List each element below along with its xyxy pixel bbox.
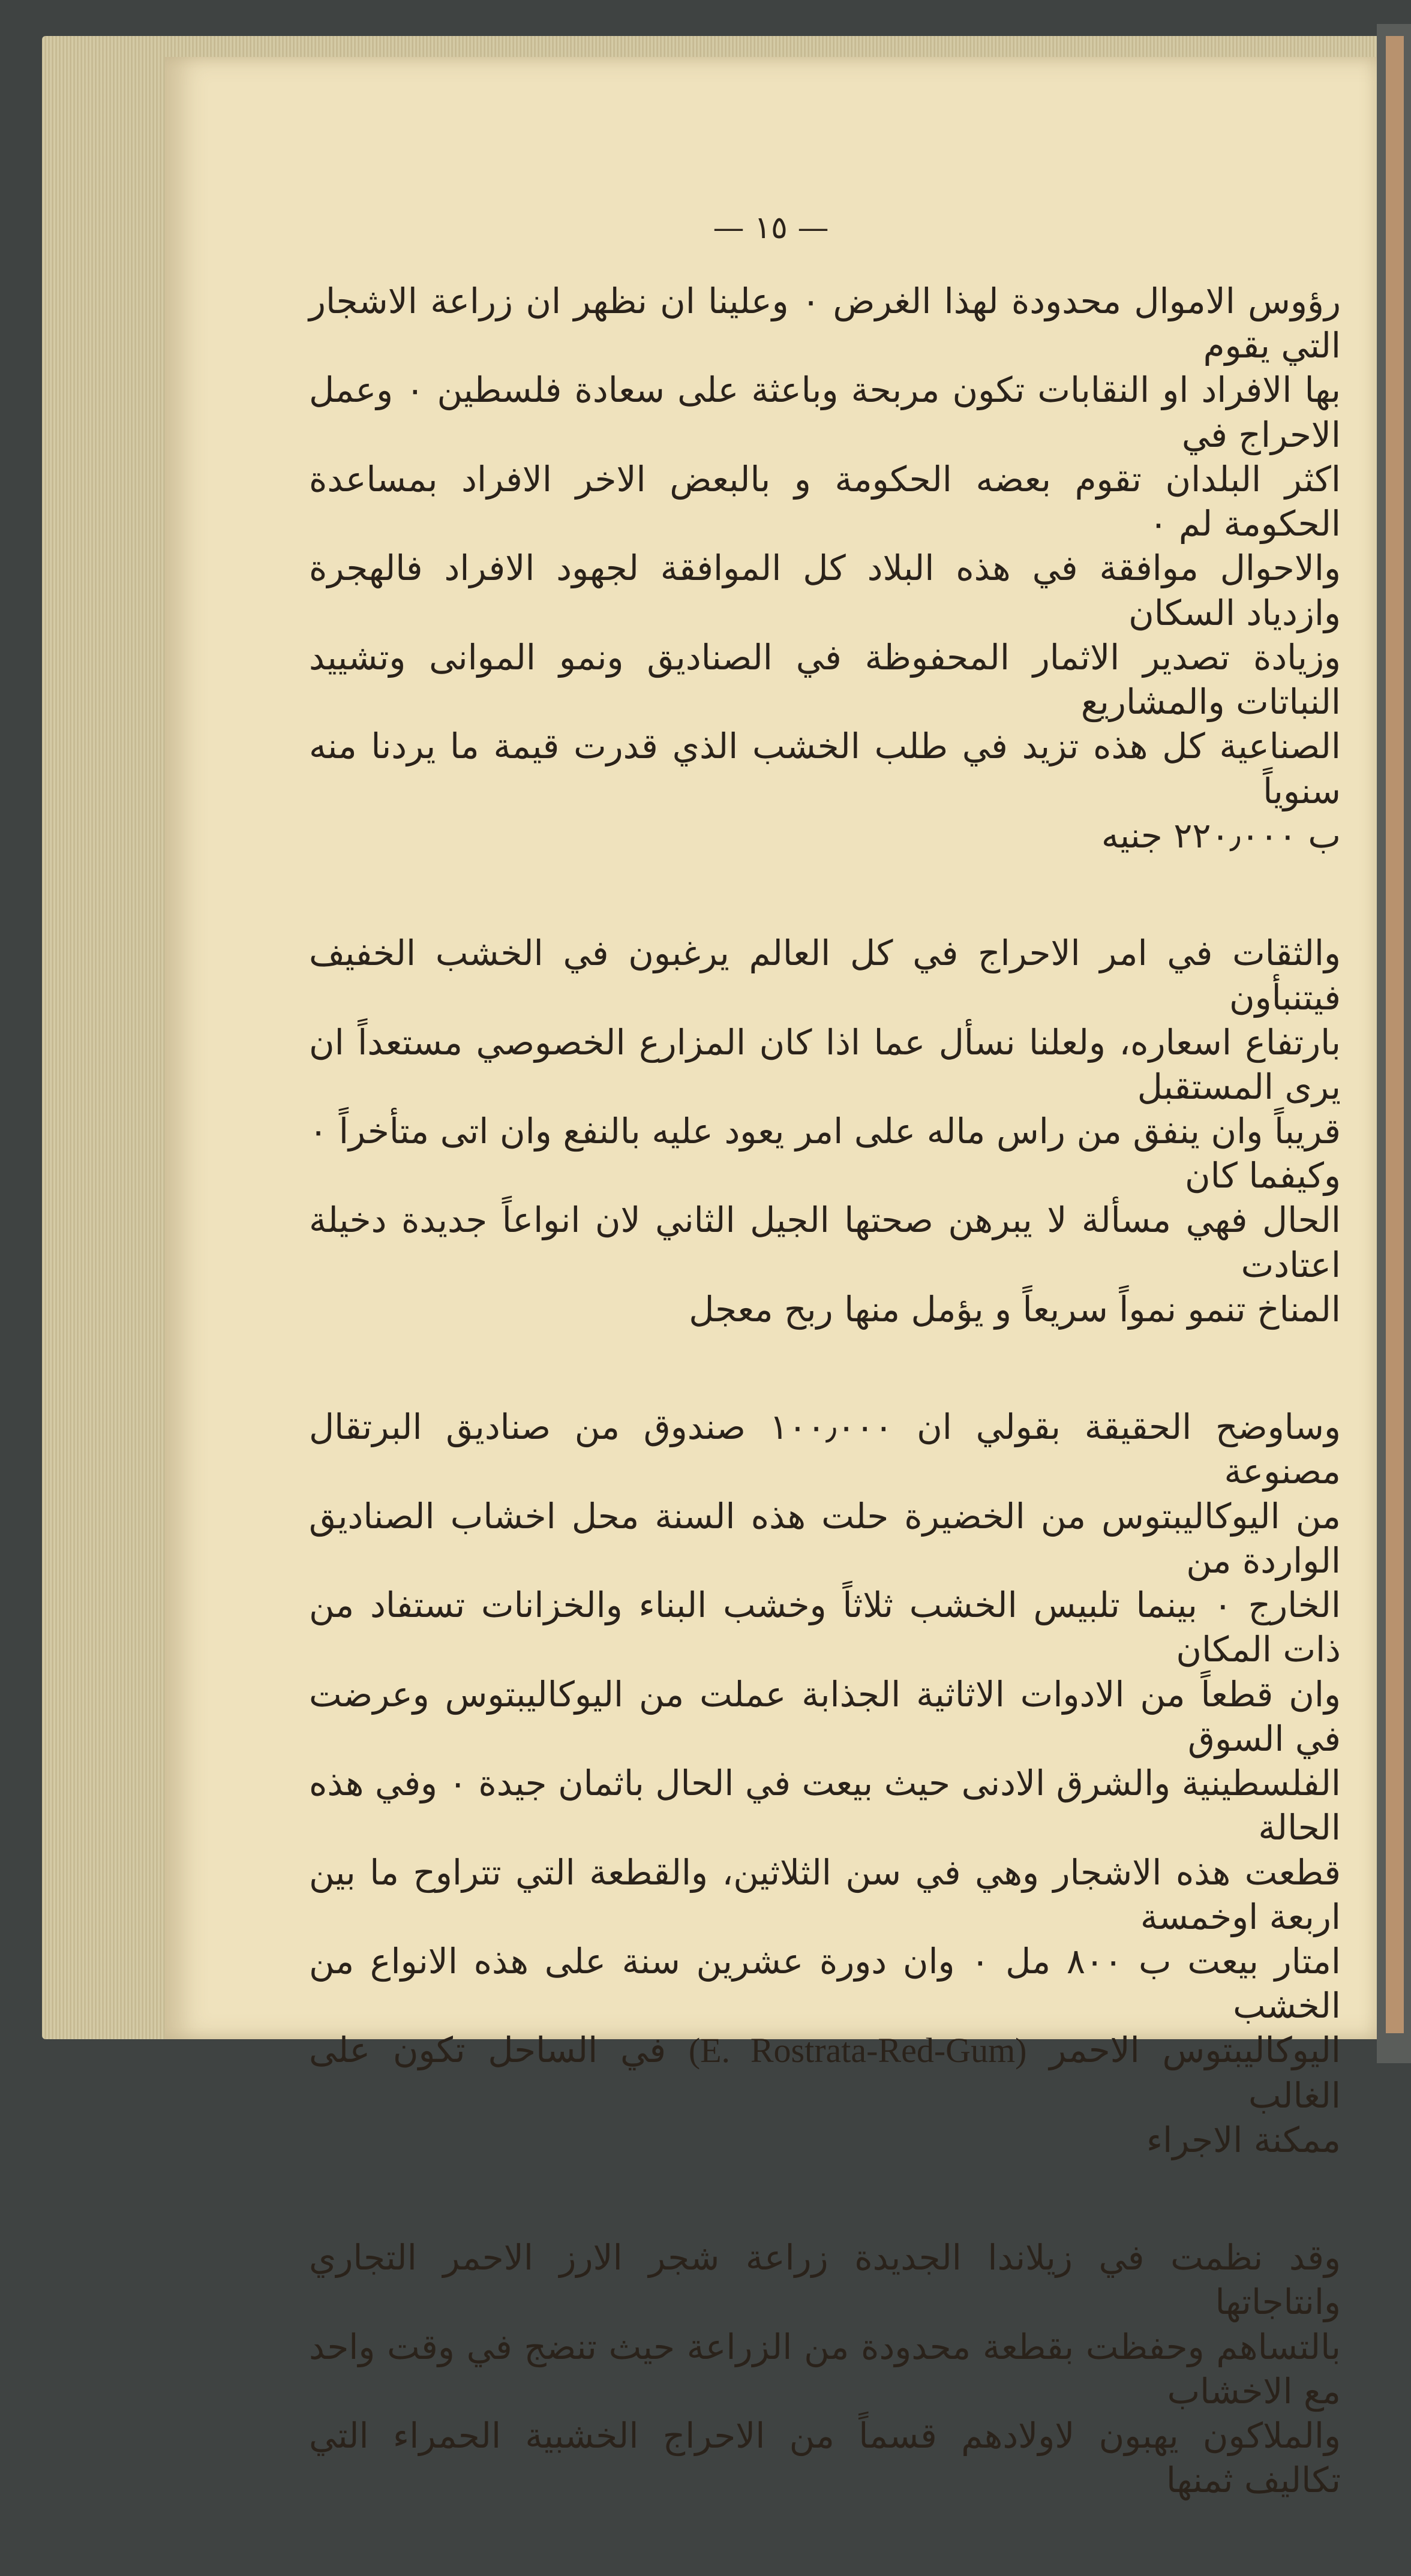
text-line: بالتساهم وحفظت بقطعة محدودة من الزراعة حيث تنضج في وقت واحد مع الاخشاب <box>309 2326 1341 2412</box>
text-line: ب ٢٢٠٫٠٠٠ جنيه <box>1101 814 1341 856</box>
text-line: قطعت هذه الاشجار وهي في سن الثلاثين، والقطعة التي تتراوح ما بين اربعة اوخمسة <box>309 1851 1341 1937</box>
paragraph-4 <box>309 2235 1341 2502</box>
text-line: وقد نظمت في زيلاندا الجديدة زراعة شجر الارز الاحمر التجاري وانتاجاتها <box>309 2237 1341 2323</box>
text-line: والثقات في امر الاحراج في كل العالم يرغبون في الخشب الخفيف فيتنبأون <box>309 933 1341 1018</box>
paragraph-3 <box>309 1405 1341 2162</box>
text-line <box>309 2028 1341 2117</box>
page-number: — ١٥ — <box>713 210 829 246</box>
text-line: الخارج ٠ بينما تلبيس الخشب ثلاثاً وخشب البناء والخزانات تستفاد من ذات المكان <box>309 1585 1341 1670</box>
text-line: وان قطعاً من الادوات الاثاثية الجذابة عملت من اليوكاليبتوس وعرضت في السوق <box>309 1673 1341 1759</box>
text-line: بها الافراد او النقابات تكون مربحة وباعثة على سعادة فلسطين ٠ وعمل الاحراج في <box>309 369 1341 455</box>
text-line: والاحوال موافقة في هذه البلاد كل الموافقة لجهود الافراد فالهجرة وازدياد السكان <box>309 548 1341 633</box>
facing-page-edge <box>1386 36 1404 2033</box>
paragraph-1 <box>309 279 1341 858</box>
text-line: اكثر البلدان تقوم بعضه الحكومة و بالبعض الاخر الافراد بمساعدة الحكومة لم ٠ <box>309 458 1341 545</box>
text-segment: اليوكاليبتوس الاحمر <box>1049 2030 1341 2071</box>
text-segment: في الساحل تكون على الغالب <box>309 2030 1341 2116</box>
text-line: الفلسطينية والشرق الادنى حيث بيعت في الحال باثمان جيدة ٠ وفي هذه الحالة <box>309 1763 1341 1848</box>
text-line: رؤوس الاموال محدودة لهذا الغرض ٠ وعلينا ان نظهر ان زراعة الاشجار التي يقوم <box>309 281 1341 366</box>
text-line: الصناعية كل هذه تزيد في طلب الخشب الذي قدرت قيمة ما يردنا منه سنوياً <box>309 726 1341 811</box>
text-line: وزيادة تصدير الاثمار المحفوظة في الصناديق ونمو الموانى وتشييد النباتات والمشاريع <box>309 636 1341 723</box>
text-line: المناخ تنمو نمواً سريعاً و يؤمل منها ربح معجل <box>689 1288 1341 1330</box>
text-line: والملاكون يهبون لاولادهم قسماً من الاحراج الخشبية الحمراء التي تكاليف ثمنها <box>309 2415 1341 2501</box>
text-line: امتار بيعت ب ٨٠٠ مل ٠ وان دورة عشرين سنة على هذه الانواع من الخشب <box>309 1940 1341 2027</box>
body-text <box>309 279 1341 2576</box>
book-page <box>165 57 1377 2501</box>
text-line: ممكنة الاجراء <box>1146 2119 1341 2160</box>
text-line: بارتفاع اسعاره، ولعلنا نسأل عما اذا كان المزارع الخصوصي مستعداً ان يرى المستقبل <box>309 1021 1341 1107</box>
text-line: الحال فهي مسألة لا يبرهن صحتها الجيل الثاني لان انواعاً جديدة دخيلة اعتادت <box>309 1200 1341 1285</box>
latin-species-name: (E. Rostrata-Red-Gum) <box>688 2031 1027 2070</box>
text-line: وساوضح الحقيقة بقولي ان ١٠٠٫٠٠٠ صندوق من صناديق البرتقال مصنوعة <box>309 1406 1341 1492</box>
text-line: من اليوكاليبتوس من الخضيرة حلت هذه السنة محل اخشاب الصناديق الواردة من <box>309 1495 1341 1581</box>
text-line: قريباً وان ينفق من راس ماله على امر يعود عليه بالنفع وان اتى متأخراً ٠ وكيفما كان <box>309 1110 1341 1197</box>
paragraph-2 <box>309 931 1341 1331</box>
